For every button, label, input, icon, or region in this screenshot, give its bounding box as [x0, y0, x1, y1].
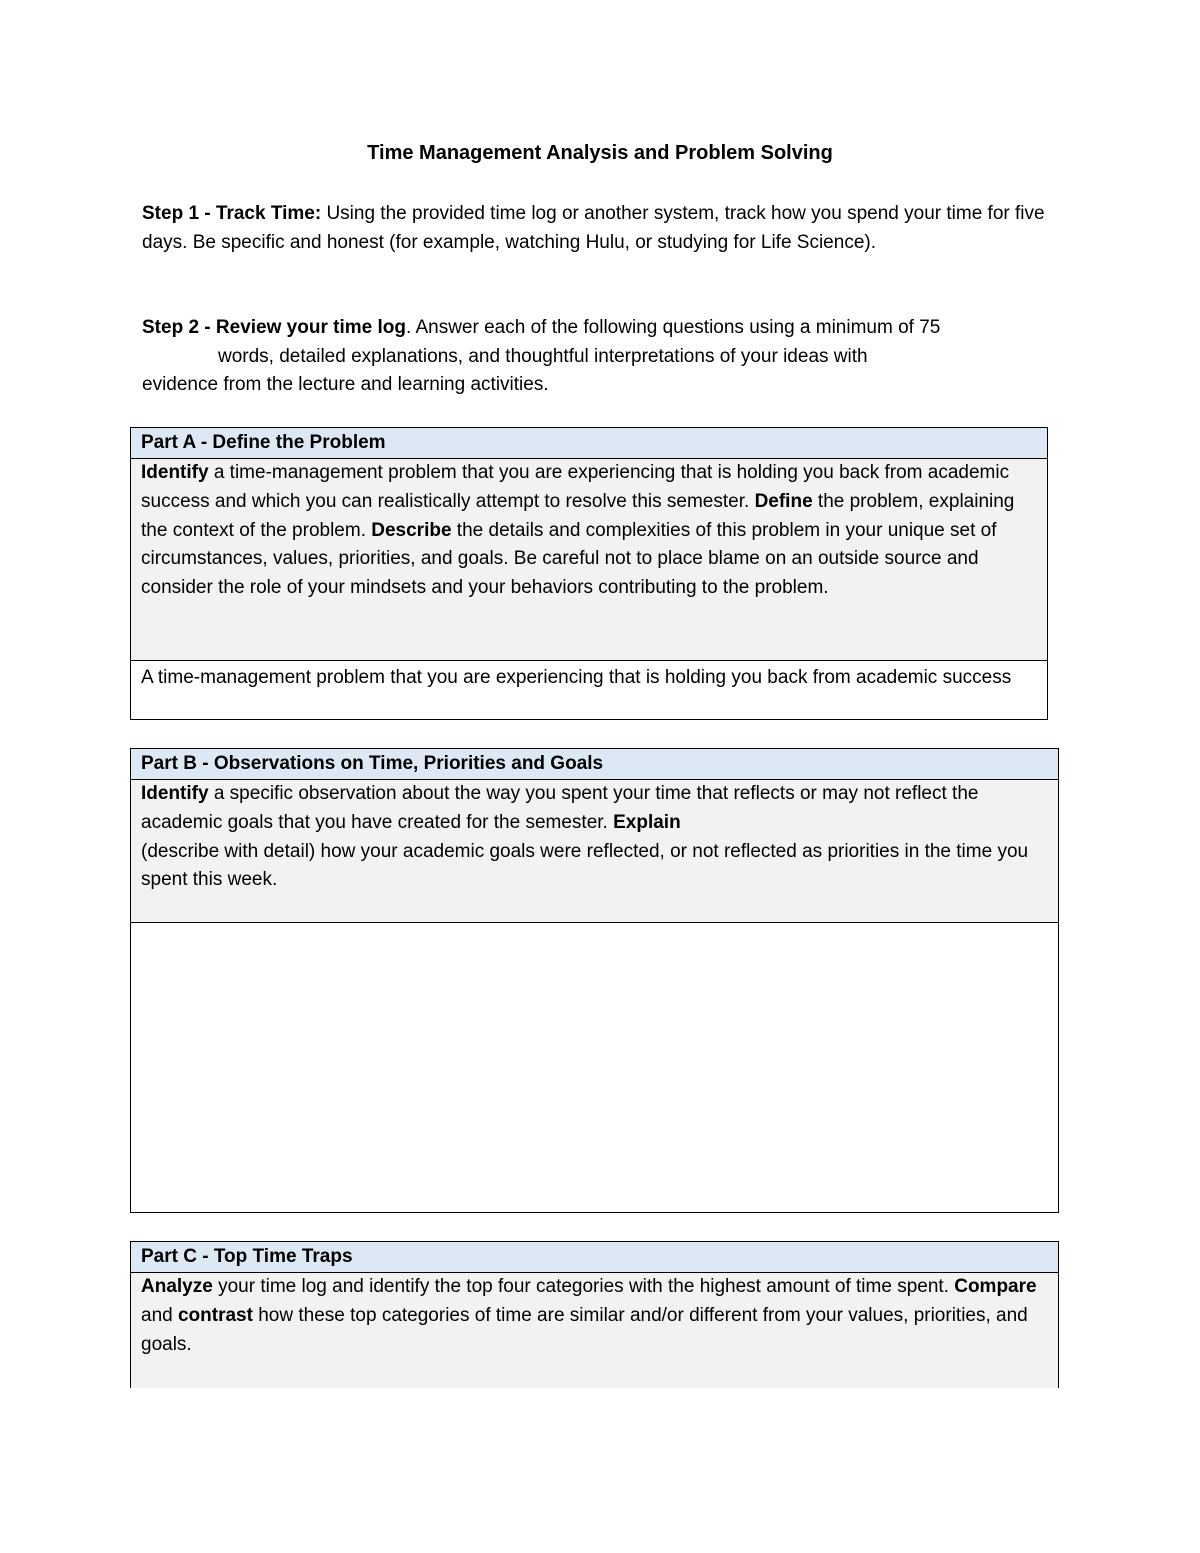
part-a-keyword-describe: Describe: [371, 519, 452, 541]
part-b-text-1: a specific observation about the way you spent your time that reflects or may not reflect the academic goals that you have created for the semester.: [141, 783, 979, 833]
part-c-instructions: [131, 1273, 1058, 1388]
part-b-text-2: (describe with detail) how your academic goals were reflected, or not reflected as priorities in the time you spent this week.: [141, 840, 1029, 891]
part-c-table: [130, 1241, 1059, 1388]
part-a-keyword-define: Define: [754, 490, 813, 512]
step-1: [142, 200, 1052, 257]
part-a-table: [130, 427, 1048, 720]
part-c-keyword-compare: Compare: [954, 1276, 1037, 1297]
part-a-header: Part A - Define the Problem: [131, 428, 1047, 459]
part-b-header: Part B - Observations on Time, Priorities and Goals: [131, 749, 1058, 780]
step-2: [142, 314, 1052, 400]
part-b-table: [130, 748, 1059, 1213]
part-c-keyword-analyze: Analyze: [141, 1276, 213, 1297]
part-b-keyword-explain: Explain: [613, 811, 681, 833]
part-c-text-2: and: [141, 1304, 178, 1326]
part-b-keyword-identify: Identify: [141, 783, 209, 804]
step-2-line-2: words, detailed explanations, and thoughtful interpretations of your ideas with: [218, 345, 868, 367]
part-c-keyword-contrast: contrast: [177, 1304, 253, 1326]
step-1-text: Using the provided time log or another system, track how you spend your time for five days. Be specific and honest (for example, watching Hulu, or studying for Life Science).: [142, 203, 1045, 253]
part-c-text-3: how these top categories of time are similar and/or different from your values, priorities, and goals.: [141, 1304, 1028, 1355]
step-2-line-3: evidence from the lecture and learning activities.: [142, 374, 549, 395]
document-title: Time Management Analysis and Problem Solving: [367, 142, 833, 164]
part-c-header: Part C - Top Time Traps: [131, 1242, 1058, 1273]
part-a-instructions: [131, 459, 1047, 661]
part-b-answer-cell[interactable]: [131, 923, 1058, 926]
part-a-text-3: the details and complexities of this problem in your unique set of circumstances, values, priorities, and goals. Be careful not to place blame on an outside source and consider the role of your mindsets and your behaviors contributing to the problem.: [141, 519, 997, 599]
step-2-label: Step 2 - Review your time log: [142, 317, 406, 338]
step-1-label: Step 1 - Track Time:: [142, 203, 322, 224]
part-a-keyword-identify: Identify: [141, 462, 209, 483]
part-c-text-1: your time log and identify the top four categories with the highest amount of time spent.: [212, 1276, 955, 1297]
part-b-instructions: [131, 780, 1058, 923]
part-a-answer-cell[interactable]: A time-management problem that you are experiencing that is holding you back from academic success: [141, 667, 1012, 688]
step-2-line-1: . Answer each of the following questions using a minimum of 75: [405, 317, 941, 338]
part-a-text-2: the problem, explaining the context of the problem.: [141, 490, 1015, 541]
part-a-text-1: a time-management problem that you are experiencing that is holding you back from academic success and which you can realistically attempt to resolve this semester.: [141, 462, 1010, 512]
